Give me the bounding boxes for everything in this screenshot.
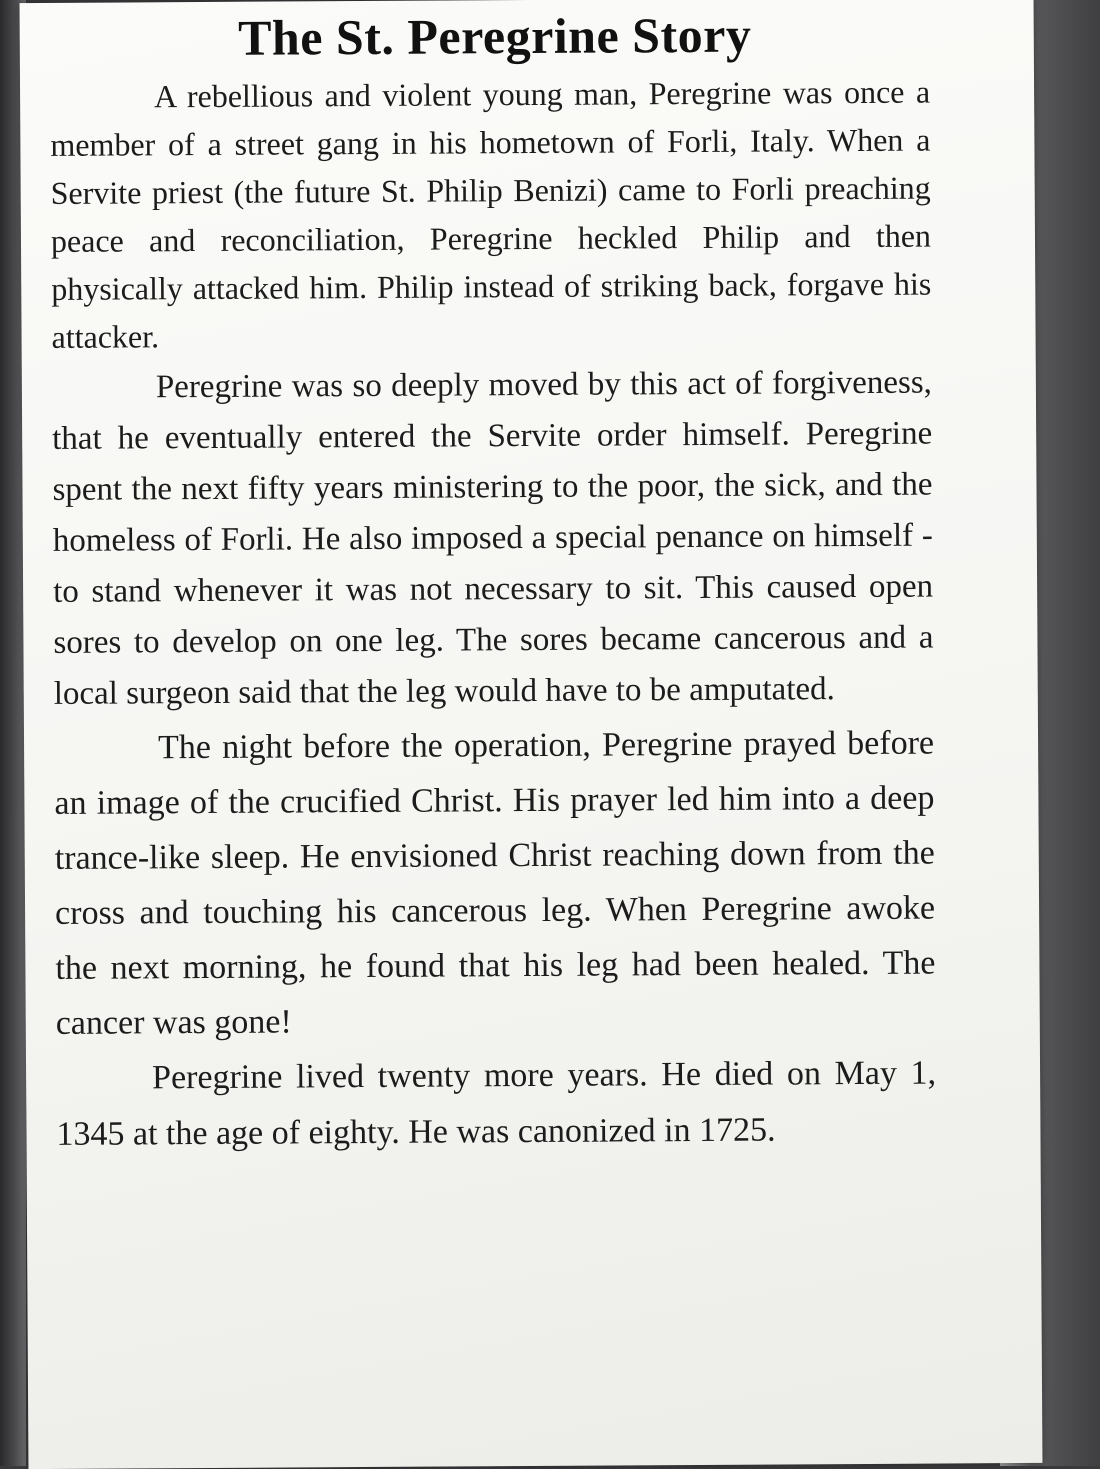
paragraph-2: Peregrine was so deeply moved by this act of forgiveness, that he eventually entered the Servite order himself. Peregrine spent the next fifty years ministering to the poor, the sick, and the homeless of Forli. He also imposed a special penance on himself - to stand whenever it was not necessary to sit. This caused open sores to develop on one leg. The sores became cancerous and a local surgeon said that the leg would have to be amputated. <box>52 364 934 712</box>
paragraph-4: Peregrine lived twenty more years. He died on May 1, 1345 at the age of eighty. He was canonized in 1725. <box>56 1054 937 1153</box>
document-body <box>50 0 937 1163</box>
paragraph-1: A rebellious and violent young man, Peregrine was once a member of a street gang in his hometown of Forli, Italy. When a Servite priest (the future St. Philip Benizi) came to Forli preaching peace and reconciliation, Peregrine heckled Philip and then physically attacked him. Philip instead of striking back, forgave his attacker. <box>50 73 932 355</box>
document-title: The St. Peregrine Story <box>237 6 752 66</box>
paragraph-3: The night before the operation, Peregrine prayed before an image of the crucified Christ. His prayer led him into a deep trance-like sleep. He envisioned Christ reaching down from the cross and touching his cancerous leg. When Peregrine awoke the next morning, he found that his leg had been healed. The cancer was gone! <box>54 724 936 1042</box>
printed-sheet <box>20 0 1043 1469</box>
